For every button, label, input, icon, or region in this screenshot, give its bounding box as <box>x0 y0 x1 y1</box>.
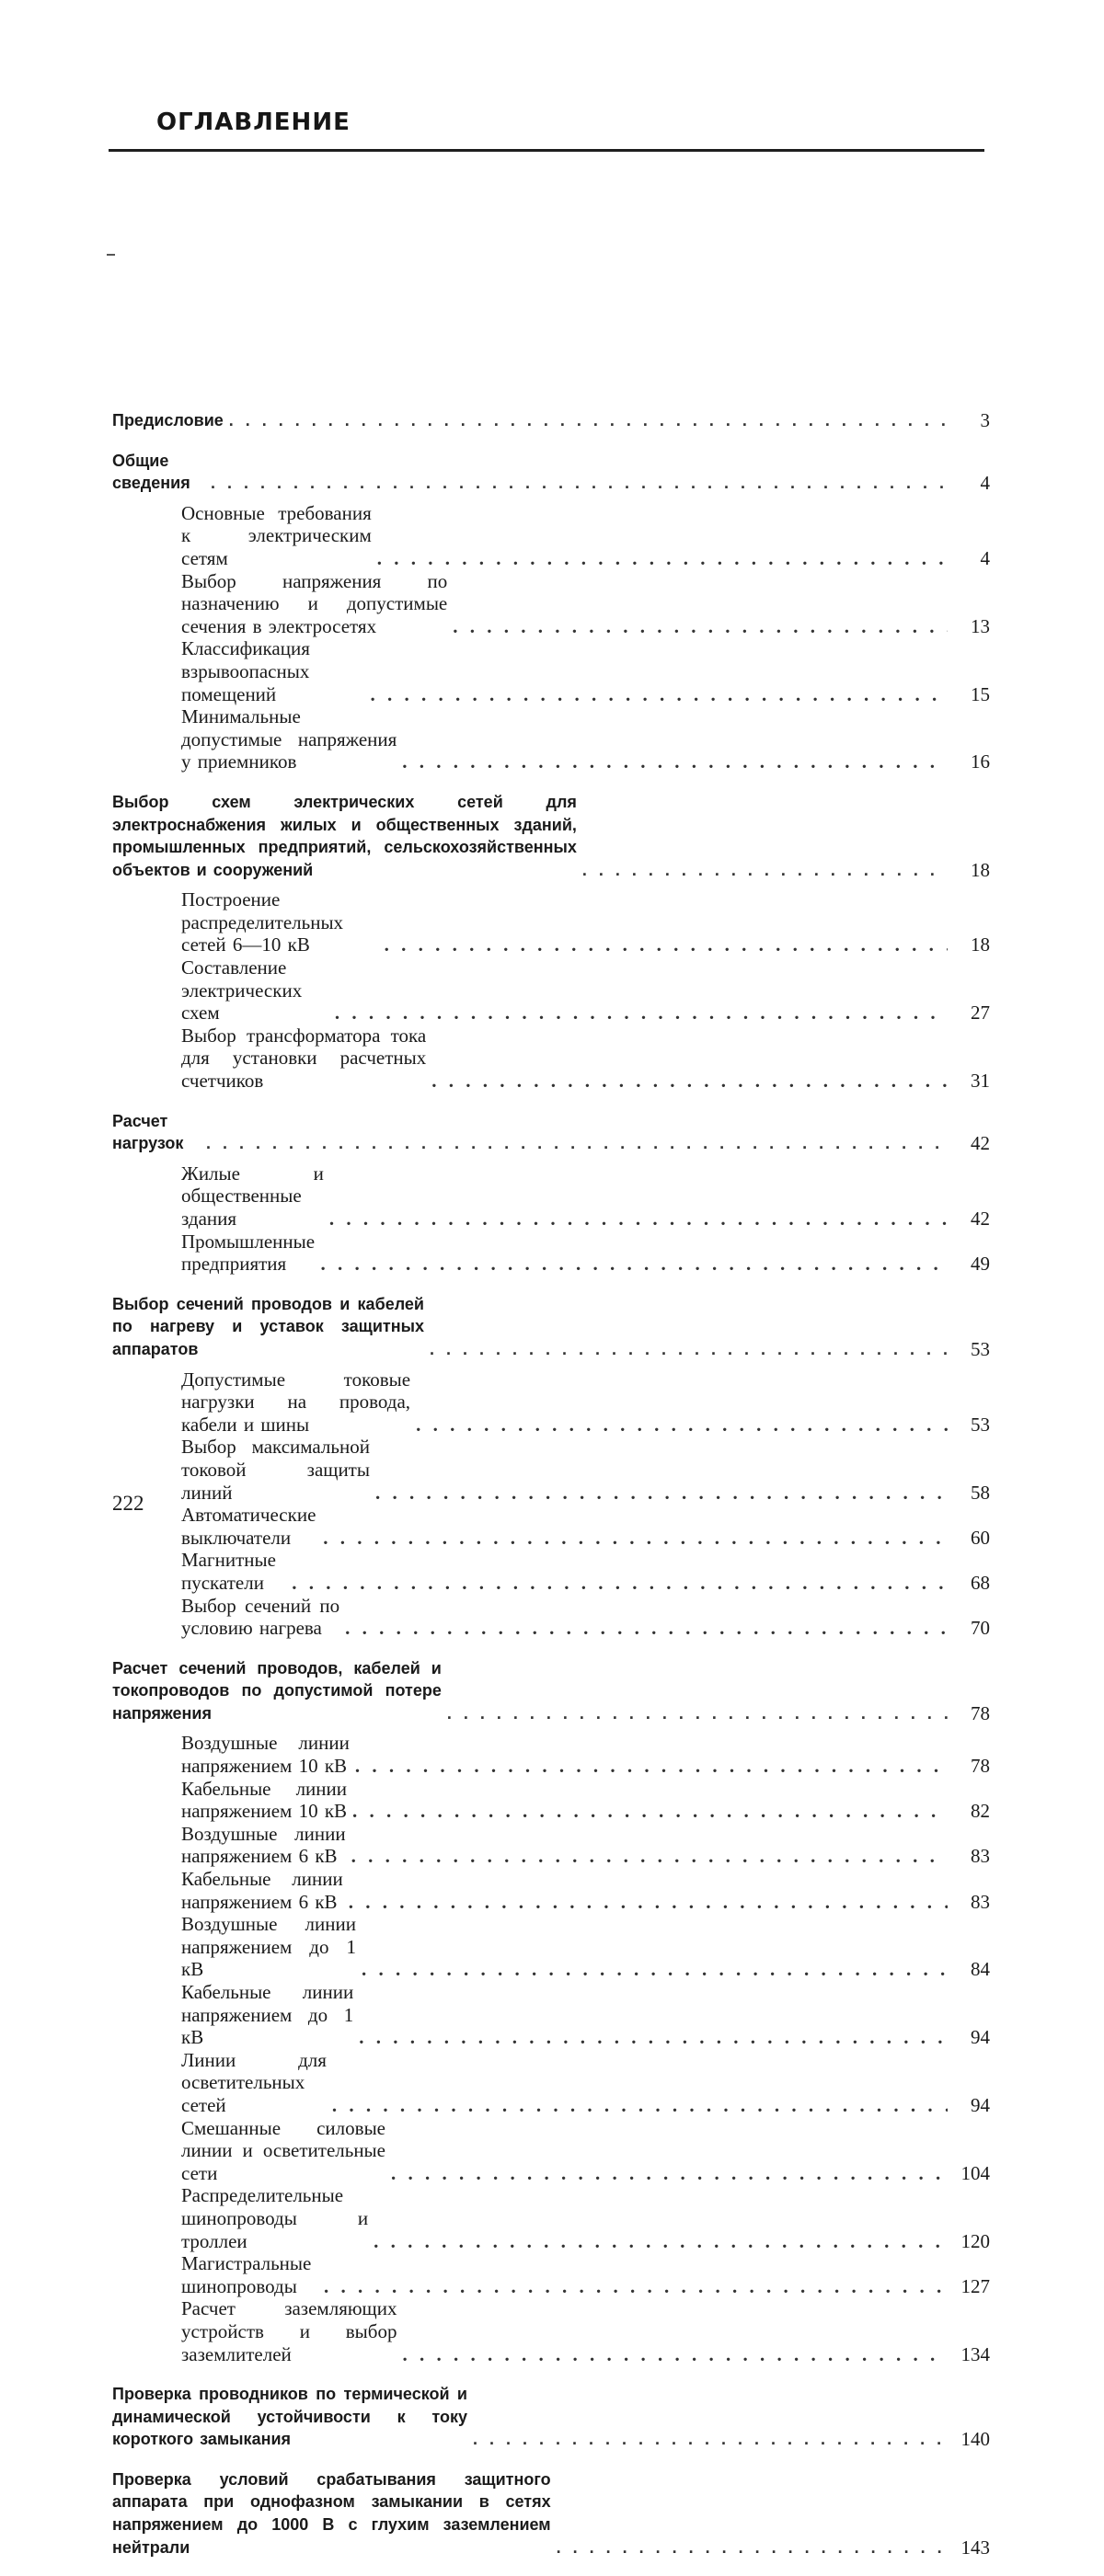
toc-subsection-title: Выбор трансформатора тока для установки расчетных счетчиков <box>181 1024 427 1093</box>
toc-chapter-page: 4 <box>980 472 990 495</box>
toc-section <box>112 2383 995 2451</box>
dot-leader <box>320 1253 948 1276</box>
toc-subsection-entry <box>112 1504 995 1549</box>
toc-subsection-entry <box>112 570 995 638</box>
dot-leader <box>206 1132 948 1155</box>
toc-subsection-page: 42 <box>971 1208 990 1230</box>
toc-subsection-entry <box>112 1868 995 1913</box>
toc-section <box>112 1110 995 1276</box>
toc-subsection-title: Выбор сечений по условию нагрева <box>181 1594 340 1640</box>
toc-chapter-title: Выбор сечений проводов и кабелей по нагреву и уставок защитных аппаратов <box>112 1294 424 1358</box>
dot-leader <box>362 1958 948 1981</box>
toc-subsection-title: Линии для осветительных сетей <box>181 2048 327 2116</box>
toc-subsection-title: Кабельные линии напряжением 6 кВ <box>181 1868 343 1913</box>
dot-leader <box>447 1702 948 1725</box>
toc-subsection-title: Кабельные линии напряжением до 1 кВ <box>181 1981 354 2049</box>
toc-subsection-title: Классификация взрывоопасных помещений <box>181 637 310 705</box>
dot-leader <box>453 615 948 638</box>
toc-chapter-entry <box>112 409 995 432</box>
toc-subsection-page: 78 <box>971 1755 990 1778</box>
dot-leader <box>377 547 948 570</box>
toc-section <box>112 791 995 1093</box>
toc-chapter-title: Проверка условий срабатывания защитного аппарата при однофазном замыкании в сетях напряжением до 1000 В с глухим заземлением нейтрали <box>112 2469 551 2557</box>
toc-subsection-page: 94 <box>971 2026 990 2049</box>
toc-chapter-page: 78 <box>971 1701 990 1724</box>
toc-section <box>112 1293 995 1640</box>
dot-leader <box>473 2428 948 2451</box>
toc-chapter-title: Предисловие <box>112 411 224 429</box>
dot-leader <box>430 1338 948 1361</box>
dot-leader <box>431 1070 948 1093</box>
toc-subsection-entry <box>112 1162 995 1231</box>
toc-section <box>112 450 995 773</box>
toc-subsection-page: 127 <box>960 2274 990 2297</box>
toc-subsection-entry <box>112 956 995 1025</box>
toc-subsection-page: 83 <box>971 1890 990 1913</box>
toc-subsection-page: 27 <box>971 1002 990 1025</box>
toc-chapter-entry <box>112 2383 995 2451</box>
toc-subsection-title: Расчет заземляющих устройств и выбор заземлителей <box>181 2297 397 2365</box>
toc-subsection-page: 134 <box>960 2342 990 2365</box>
toc-subsection-entry <box>112 2184 995 2252</box>
toc-subsection-page: 83 <box>971 1845 990 1868</box>
toc-chapter-title: Проверка проводников по термической и динамической устойчивости к току короткого замыкания <box>112 2385 468 2449</box>
toc-chapter-page: 143 <box>960 2536 990 2559</box>
toc-subsection-entry <box>112 1549 995 1594</box>
section-spacer <box>112 1724 995 1732</box>
dot-leader <box>416 1414 948 1437</box>
toc-subsection-entry <box>112 1595 995 1640</box>
toc-subsection-page: 94 <box>971 2093 990 2116</box>
dot-leader <box>335 1002 948 1025</box>
toc-chapter-entry <box>112 450 995 495</box>
toc-chapter-title: Выбор схем электрических сетей для электроснабжения жилых и общественных зданий, промышленных предприятий, сельскохозяйственных объектов и сооружений <box>112 792 577 879</box>
toc-subsection-title: Минимальные допустимые напряжения у приемников <box>181 705 397 773</box>
section-spacer <box>112 1361 995 1368</box>
toc-section <box>112 1657 995 2365</box>
toc-chapter-entry <box>112 1293 995 1361</box>
toc-subsection-title: Допустимые токовые нагрузки на провода, кабели и шины <box>181 1368 411 1436</box>
toc-subsection-title: Основные требования к электрическим сетям <box>181 501 372 569</box>
toc-subsection-title: Распределительные шинопроводы и троллеи <box>181 2184 369 2252</box>
section-spacer <box>112 495 995 502</box>
dot-leader <box>359 2026 948 2049</box>
dot-leader <box>355 1755 948 1778</box>
toc-chapter-entry <box>112 2468 995 2559</box>
toc-subsection-entry <box>112 637 995 705</box>
toc-subsection-title: Магистральные шинопроводы <box>181 2252 312 2297</box>
toc-chapter-title: Расчет нагрузок <box>112 1111 184 1153</box>
toc-subsection-title: Воздушные линии напряжением 6 кВ <box>181 1822 346 1868</box>
print-artifact-mark <box>107 254 115 256</box>
page-number: 222 <box>112 1492 144 1515</box>
toc-subsection-page: 18 <box>971 933 990 956</box>
title-divider <box>109 149 984 152</box>
toc-chapter-entry <box>112 1110 995 1155</box>
toc-chapter-page: 140 <box>960 2428 990 2451</box>
dot-leader <box>332 2094 948 2117</box>
toc-subsection-page: 58 <box>971 1481 990 1504</box>
toc-subsection-title: Выбор максимальной токовой защиты линий <box>181 1436 370 1504</box>
dot-leader <box>351 1845 948 1868</box>
toc-subsection-entry <box>112 1913 995 1981</box>
dot-leader <box>211 472 948 495</box>
toc-subsection-entry <box>112 1732 995 1777</box>
dot-leader <box>323 1527 948 1550</box>
toc-section <box>112 2468 995 2559</box>
toc-chapter-entry <box>112 791 995 881</box>
section-spacer <box>112 1155 995 1162</box>
toc-subsection-entry <box>112 1025 995 1093</box>
dot-leader <box>402 750 948 773</box>
toc-subsection-page: 68 <box>971 1571 990 1594</box>
toc-chapter-page: 53 <box>971 1337 990 1360</box>
dot-leader <box>292 1572 948 1595</box>
toc-chapter-title: Общие сведения <box>112 451 190 493</box>
dot-leader <box>374 2230 948 2253</box>
toc-subsection-title: Смешанные силовые линии и осветительные сети <box>181 2116 385 2184</box>
toc-subsection-entry <box>112 2252 995 2297</box>
toc-subsection-entry <box>112 502 995 570</box>
toc-subsection-entry <box>112 1823 995 1868</box>
toc-subsection-title: Составление электрических схем <box>181 956 303 1025</box>
toc-subsection-page: 15 <box>971 682 990 705</box>
page-title: ОГЛАВЛЕНИЕ <box>156 109 351 136</box>
dot-leader <box>229 409 948 432</box>
dot-leader <box>402 2343 948 2366</box>
toc-chapter-entry <box>112 1657 995 1725</box>
toc-subsection-entry <box>112 1231 995 1276</box>
toc-chapter-page: 3 <box>980 409 990 431</box>
toc-subsection-title: Воздушные линии напряжением до 1 кВ <box>181 1913 356 1981</box>
dot-leader <box>557 2536 948 2559</box>
toc-subsection-title: Жилые и общественные здания <box>181 1162 324 1230</box>
toc-subsection-entry <box>112 2297 995 2365</box>
dot-leader <box>345 1617 948 1640</box>
toc-subsection-title: Кабельные линии напряжением 10 кВ <box>181 1777 348 1823</box>
toc-subsection-page: 60 <box>971 1526 990 1549</box>
toc-subsection-page: 13 <box>971 614 990 637</box>
toc-subsection-page: 70 <box>971 1617 990 1640</box>
toc-subsection-page: 104 <box>960 2161 990 2184</box>
toc-chapter-page: 18 <box>971 858 990 881</box>
toc-subsection-title: Автоматические выключатели <box>181 1504 316 1549</box>
toc-section <box>112 409 995 432</box>
toc-subsection-page: 16 <box>971 750 990 773</box>
dot-leader <box>349 1891 948 1914</box>
toc-subsection-title: Промышленные предприятия <box>181 1230 316 1276</box>
dot-leader <box>352 1800 948 1823</box>
toc-subsection-page: 31 <box>971 1070 990 1093</box>
toc-chapter-title: Расчет сечений проводов, кабелей и токопроводов по допустимой потере напряжения <box>112 1658 442 1723</box>
dot-leader <box>391 2162 948 2185</box>
toc-subsection-title: Построение распределительных сетей 6—10 кВ <box>181 888 344 956</box>
toc-subsection-title: Воздушные линии напряжением 10 кВ <box>181 1732 350 1778</box>
toc-subsection-entry <box>112 1436 995 1504</box>
toc-subsection-entry <box>112 1368 995 1437</box>
dot-leader <box>375 1482 948 1505</box>
toc-subsection-entry <box>112 1981 995 2049</box>
toc-subsection-entry <box>112 2117 995 2185</box>
dot-leader <box>370 683 948 706</box>
toc-subsection-page: 82 <box>971 1800 990 1823</box>
toc-chapter-page: 42 <box>971 1132 990 1155</box>
toc-subsection-page: 49 <box>971 1253 990 1276</box>
dot-leader <box>582 859 948 882</box>
toc-subsection-entry <box>112 2049 995 2117</box>
toc-subsection-title: Магнитные пускатели <box>181 1549 276 1594</box>
table-of-contents <box>112 409 995 2576</box>
toc-subsection-page: 53 <box>971 1413 990 1436</box>
toc-subsection-page: 4 <box>980 546 990 569</box>
dot-leader <box>385 933 948 956</box>
toc-subsection-entry <box>112 705 995 773</box>
toc-subsection-title: Выбор напряжения по назначению и допустимые сечения в электросетях <box>181 569 448 637</box>
dot-leader <box>329 1208 948 1231</box>
toc-subsection-page: 120 <box>960 2229 990 2252</box>
section-spacer <box>112 881 995 888</box>
dot-leader <box>324 2275 948 2298</box>
toc-subsection-entry <box>112 1778 995 1823</box>
toc-subsection-entry <box>112 888 995 956</box>
toc-subsection-page: 84 <box>971 1958 990 1981</box>
